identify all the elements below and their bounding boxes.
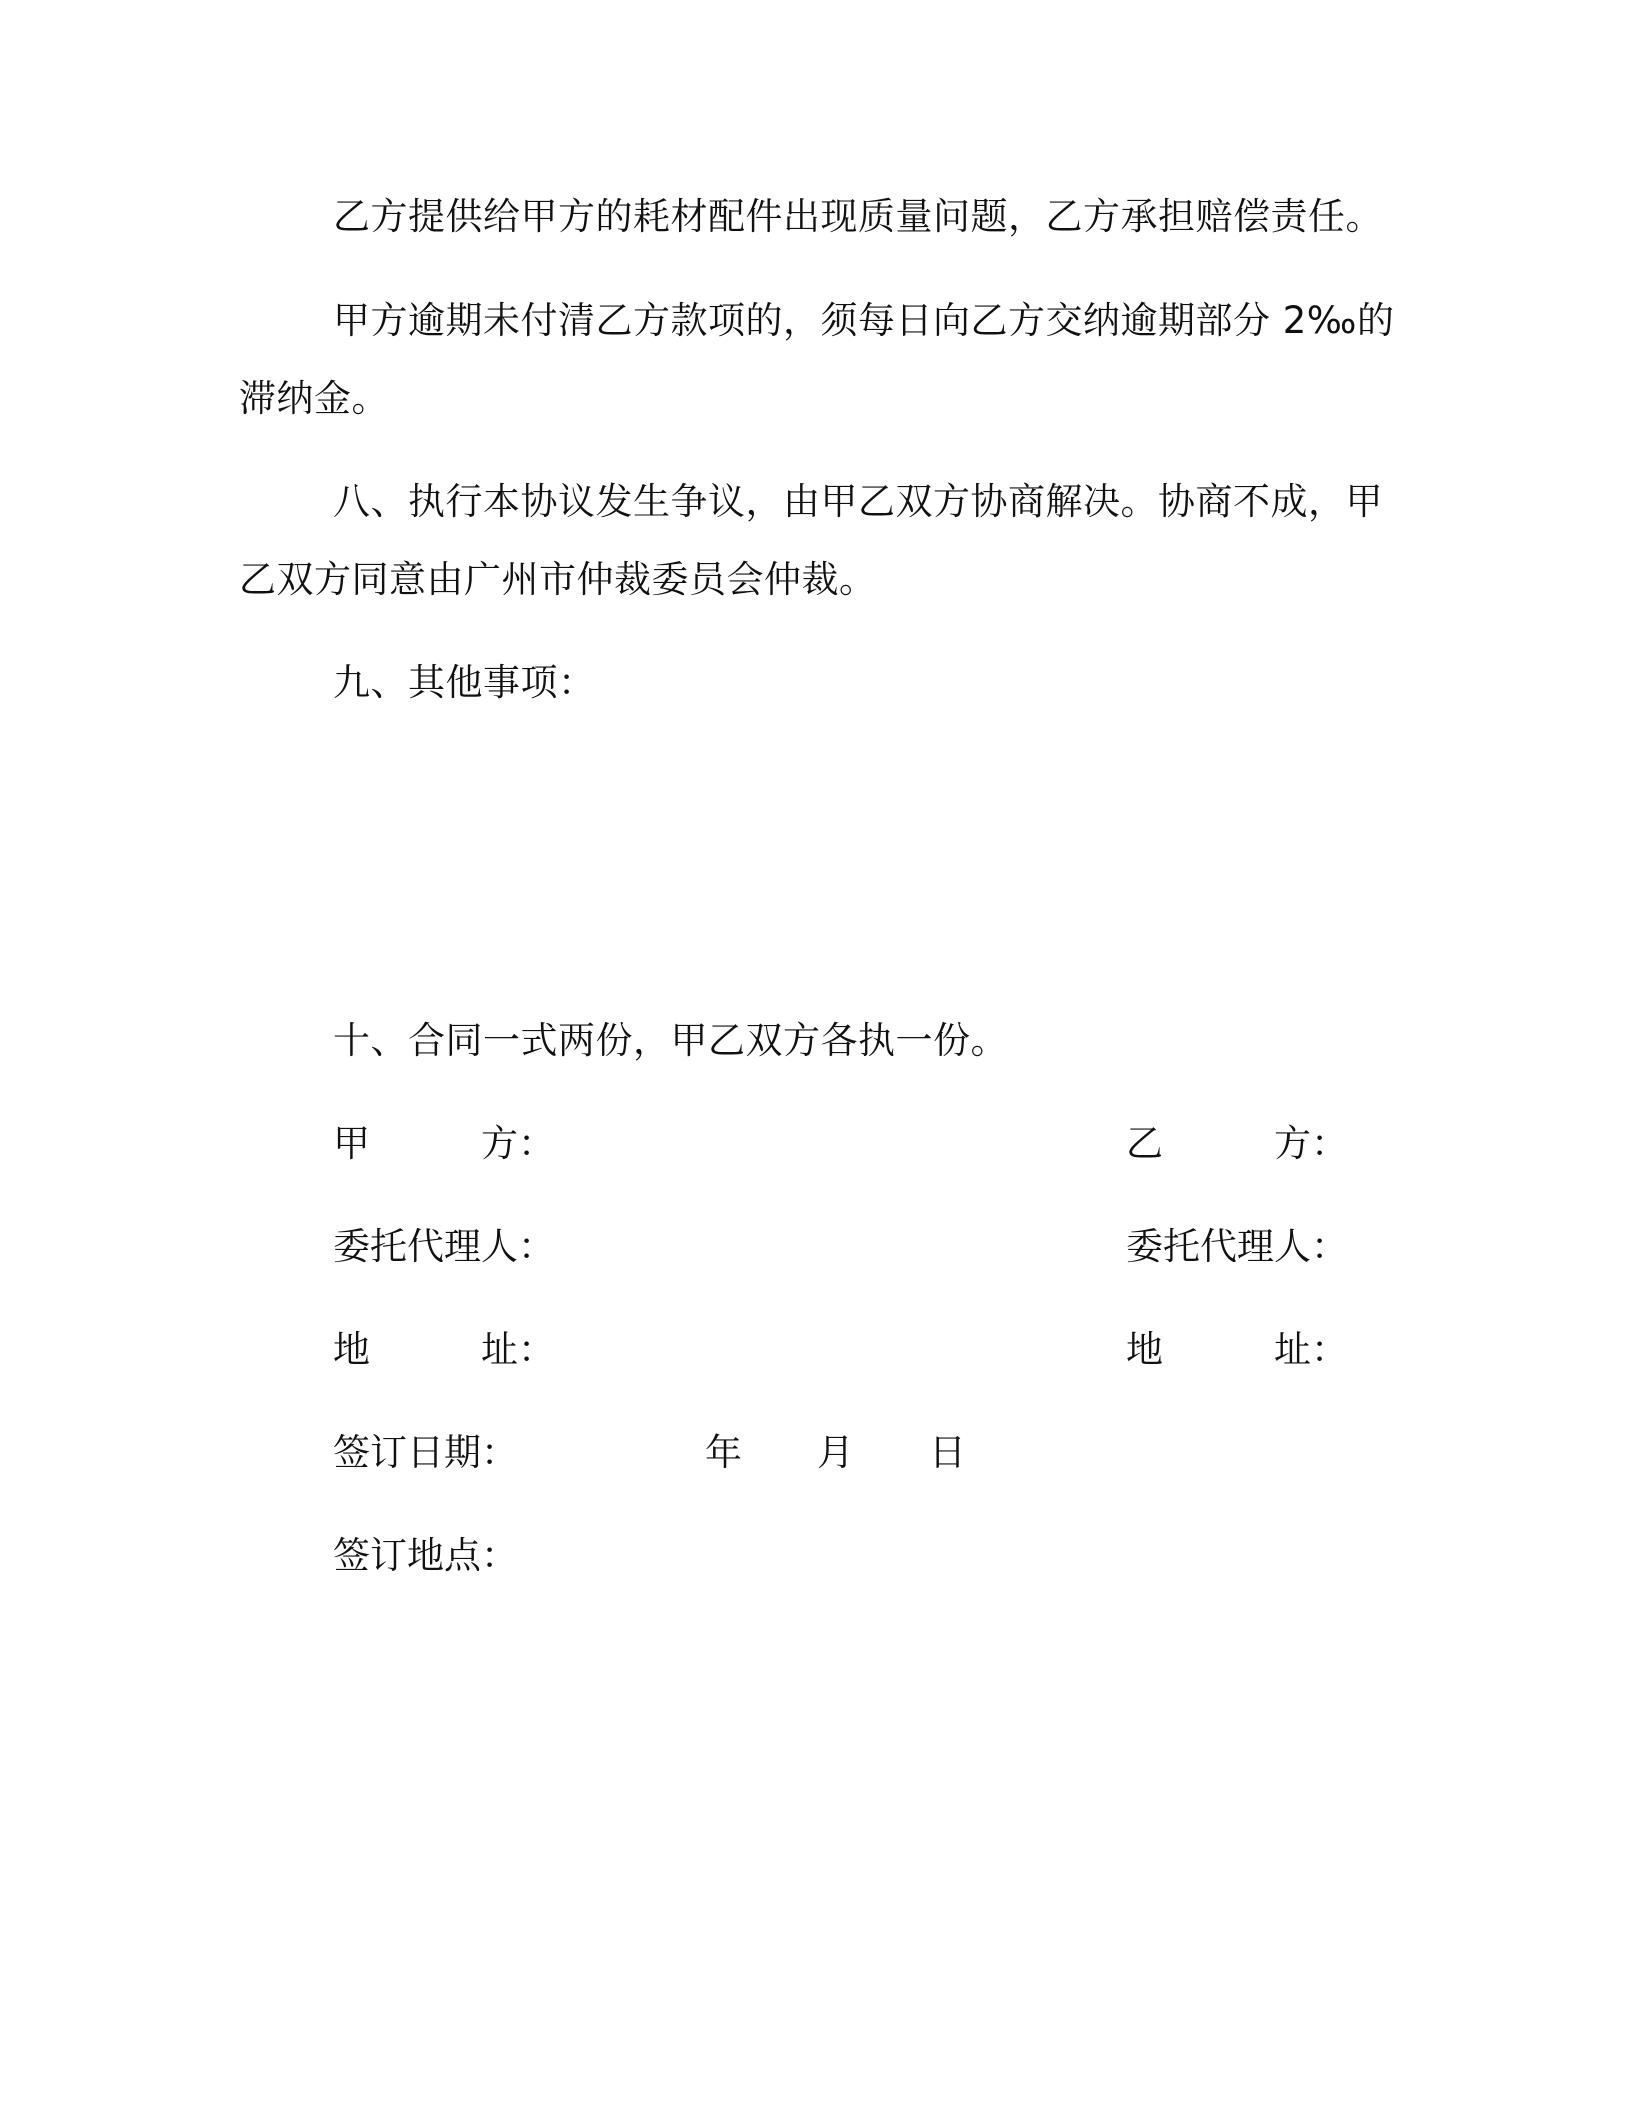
agent-a-label: 委托代理人： <box>333 1225 555 1268</box>
paragraph-late-payment-line2: 滞纳金。 <box>239 377 389 420</box>
party-b-label: 乙 方： <box>1126 1122 1348 1165</box>
clause-9-other-matters: 九、其他事项： <box>333 661 596 704</box>
sign-date-month: 月 <box>817 1431 854 1474</box>
party-a-label: 甲 方： <box>333 1122 555 1165</box>
address-a-label: 地 址： <box>333 1328 555 1371</box>
paragraph-quality-liability: 乙方提供给甲方的耗材配件出现质量问题，乙方承担赔偿责任。 <box>333 195 1383 238</box>
sign-date-year: 年 <box>705 1431 742 1474</box>
agent-b-label: 委托代理人： <box>1126 1225 1348 1268</box>
sign-date-day: 日 <box>929 1431 966 1474</box>
address-b-label: 地 址： <box>1126 1328 1348 1371</box>
clause-10-copies: 十、合同一式两份，甲乙双方各执一份。 <box>333 1019 1008 1062</box>
sign-place-label: 签订地点： <box>333 1534 518 1577</box>
paragraph-late-payment-line1: 甲方逾期未付清乙方款项的，须每日向乙方交纳逾期部分 2‰的 <box>333 299 1395 342</box>
clause-8-line1: 八、执行本协议发生争议，由甲乙双方协商解决。协商不成，甲 <box>333 480 1383 523</box>
sign-date-label: 签订日期： <box>333 1431 518 1474</box>
clause-8-line2: 乙双方同意由广州市仲裁委员会仲裁。 <box>239 558 877 601</box>
